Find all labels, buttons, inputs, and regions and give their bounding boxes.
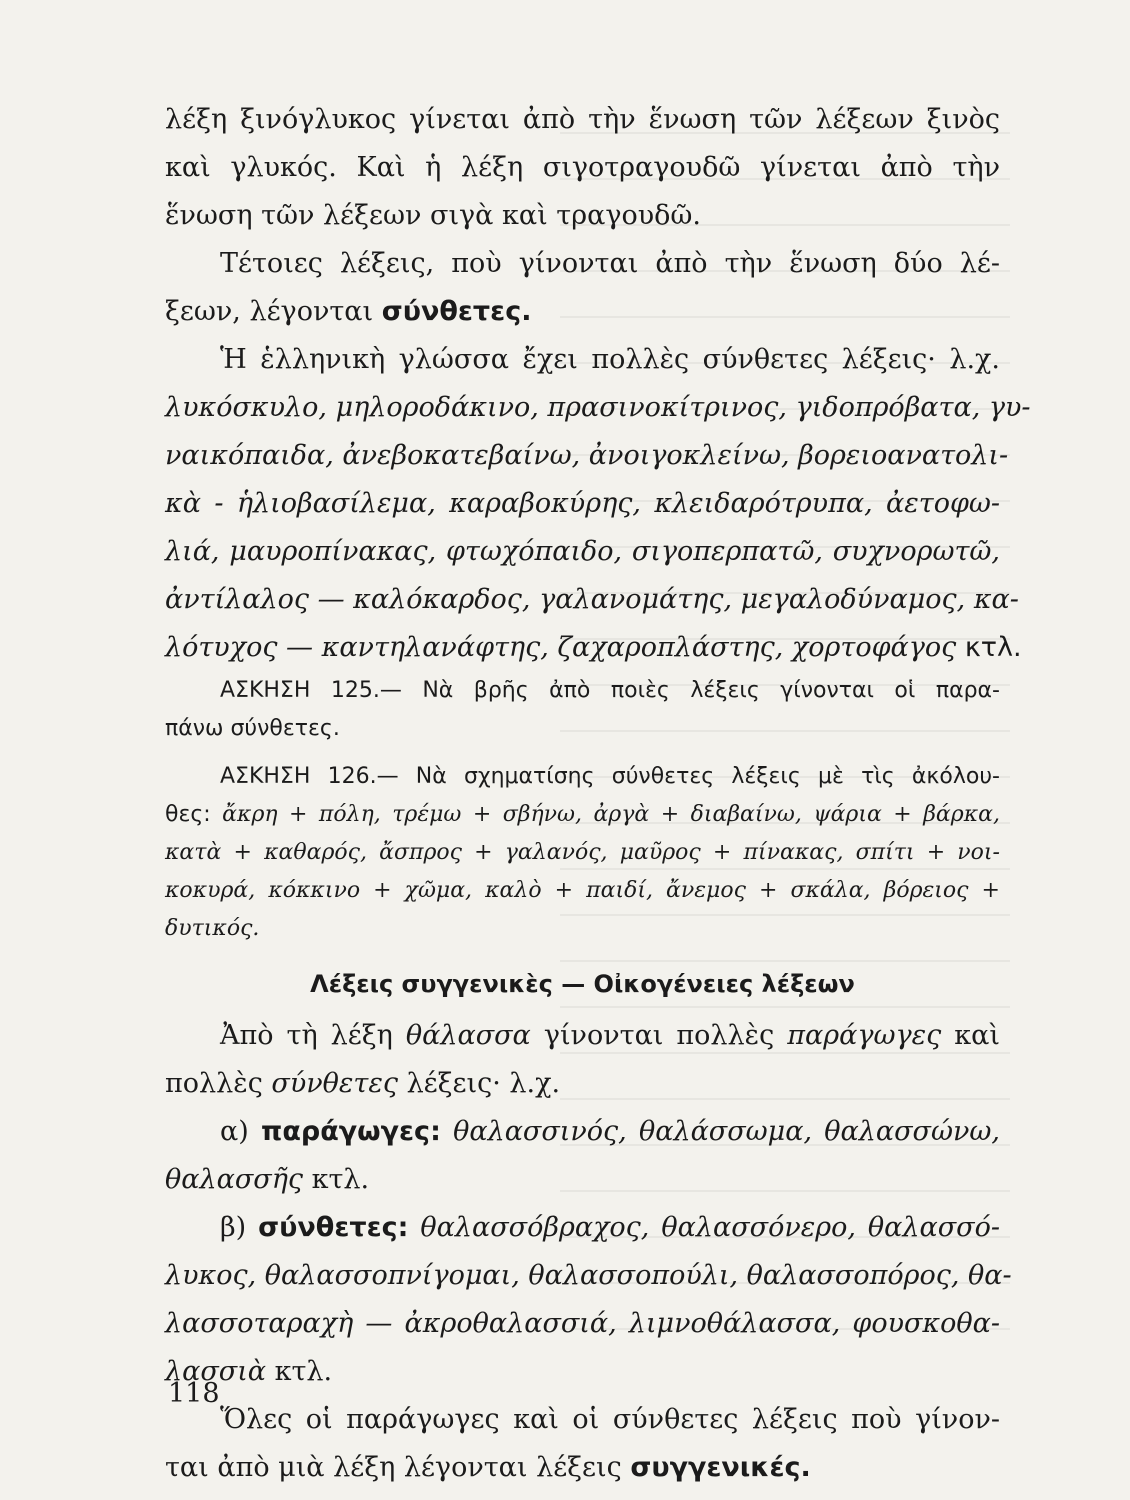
term-paragogoi: παράγωγες: [261,1116,441,1147]
text-line [165,1012,1000,1060]
text-span: θαλασσόβραχος, θαλασσόνερο, θαλασσό- [408,1212,1000,1243]
text-line: πάνω σύνθετες. [165,716,340,741]
text-line [165,288,1000,336]
text-span: παράγωγες [787,1020,942,1051]
text-line [165,1204,1000,1252]
text-line [165,1348,1000,1396]
text-line: δυτικός. [165,916,260,941]
section-heading: Λέξεις συγγενικὲς — Οἰκογένειες λέξεων [310,970,855,998]
text-span: καὶ [941,1020,1000,1051]
text-line: λασσοταραχὴ — ἀκροθαλασσιά, λιμνοθάλασσα, φουσκοθα- [165,1308,1000,1339]
text-span: θαλασσινός, θαλάσσωμα, θαλασσώνω, [440,1116,1000,1147]
list-label: α) [220,1116,261,1147]
text-span: ται ἀπὸ μιὰ λέξη λέγονται λέξεις [165,1452,631,1483]
text-span: κτλ. [956,632,1022,663]
exercise-126 [165,758,1000,948]
term-syntheta: σύνθετες: [258,1212,409,1243]
text-line: καὶ γλυκός. Καὶ ἡ λέξη σιγοτραγουδῶ γίνεται ἀπὸ τὴν [165,152,1000,183]
text-span: κτλ. [303,1164,370,1195]
exercise-125 [165,672,1000,748]
paragraph-conclusion [165,1396,1000,1492]
text-span: θες: [165,802,223,827]
text-line [165,1156,1000,1204]
text-span: ξεων, λέγονται [165,296,382,327]
text-line: Τέτοιες λέξεις, ποὺ γίνονται ἀπὸ τὴν ἕνωση δύο λέ- [220,248,1000,279]
text-line: Ὅλες οἱ παράγωγες καὶ οἱ σύνθετες λέξεις ποὺ γίνον- [220,1404,1000,1435]
text-span: κτλ. [266,1356,333,1387]
text-span: ἄκρη + πόλη, τρέμω + σβήνω, ἀργὰ + διαβαίνω, ψάρια + βάρκα, [222,802,1001,827]
text-span: θαλασσῆς [165,1164,303,1195]
term-syngenikes: συγγενικές. [630,1452,811,1483]
text-line: κοκυρά, κόκκινο + χῶμα, καλὸ + παιδί, ἄνεμος + σκάλα, βόρειος + [165,878,1000,903]
text-span: Ἀπὸ τὴ λέξη [220,1020,406,1051]
term-syntheta: σύνθετες. [381,296,532,327]
paragraph-definition [165,240,1000,336]
text-span: θάλασσα [405,1020,531,1051]
text-line: λιά, μαυροπίνακας, φτωχόπαιδο, σιγοπερπατῶ, συχνορωτῶ, [165,536,1000,567]
text-line: κατὰ + καθαρός, ἄσπρος + γαλανός, μαῦρος + πίνακας, σπίτι + νοι- [165,840,1000,865]
text-line [165,1444,1000,1492]
text-line: Ἡ ἑλληνικὴ γλώσσα ἔχει πολλὲς σύνθετες λέξεις· λ.χ. [220,344,1000,375]
text-line: ἀντίλαλος — καλόκαρδος, γαλανομάτης, μεγαλοδύναμος, κα- [165,584,1019,615]
list-label: β) [220,1212,259,1243]
text-line: λέξη ξινόγλυκος γίνεται ἀπὸ τὴν ἕνωση τῶν λέξεων ξινὸς [165,104,1000,135]
text-span: λότυχος — καντηλανάφτης, ζαχαροπλάστης, χορτοφάγος [165,632,957,663]
paragraph-thalassa [165,1012,1000,1108]
paragraph-examples [165,336,1031,672]
text-line: κὰ - ἡλιοβασίλεμα, καραβοκύρης, κλειδαρότρυπα, ἀετοφω- [165,488,1000,519]
text-line: ναικόπαιδα, ἀνεβοκατεβαίνω, ἀνοιγοκλείνω, βορειοανατολι- [165,440,1009,471]
text-span: σύνθετες [271,1068,398,1099]
text-line: ΑΣΚΗΣΗ 126.— Νὰ σχηματίσης σύνθετες λέξεις μὲ τὶς ἀκόλου- [220,764,1000,789]
list-item-paragogoi [165,1108,1000,1204]
text-line [165,624,1022,672]
text-span: λασσιὰ [165,1356,267,1387]
text-line: λυκόσκυλο, μηλοροδάκινο, πρασινοκίτρινος, γιδοπρόβατα, γυ- [165,392,1031,423]
page-body [165,96,1031,1492]
page-number: 118 [168,1378,220,1409]
list-item-syntheta [165,1204,1012,1396]
text-span: πολλὲς [165,1068,272,1099]
text-line [165,1060,1000,1108]
text-span: γίνονται πολλὲς [530,1020,788,1051]
paragraph-intro [165,96,1000,240]
text-line: ἕνωση τῶν λέξεων σιγὰ καὶ τραγουδῶ. [165,200,701,231]
text-line [165,796,1000,834]
text-line [165,1108,1000,1156]
text-line: λυκος, θαλασσοπνίγομαι, θαλασσοπούλι, θαλασσοπόρος, θα- [165,1260,1012,1291]
text-span: λέξεις· λ.χ. [397,1068,561,1099]
text-line: ΑΣΚΗΣΗ 125.— Νὰ βρῆς ἀπὸ ποιὲς λέξεις γίνονται οἱ παρα- [220,678,1000,703]
